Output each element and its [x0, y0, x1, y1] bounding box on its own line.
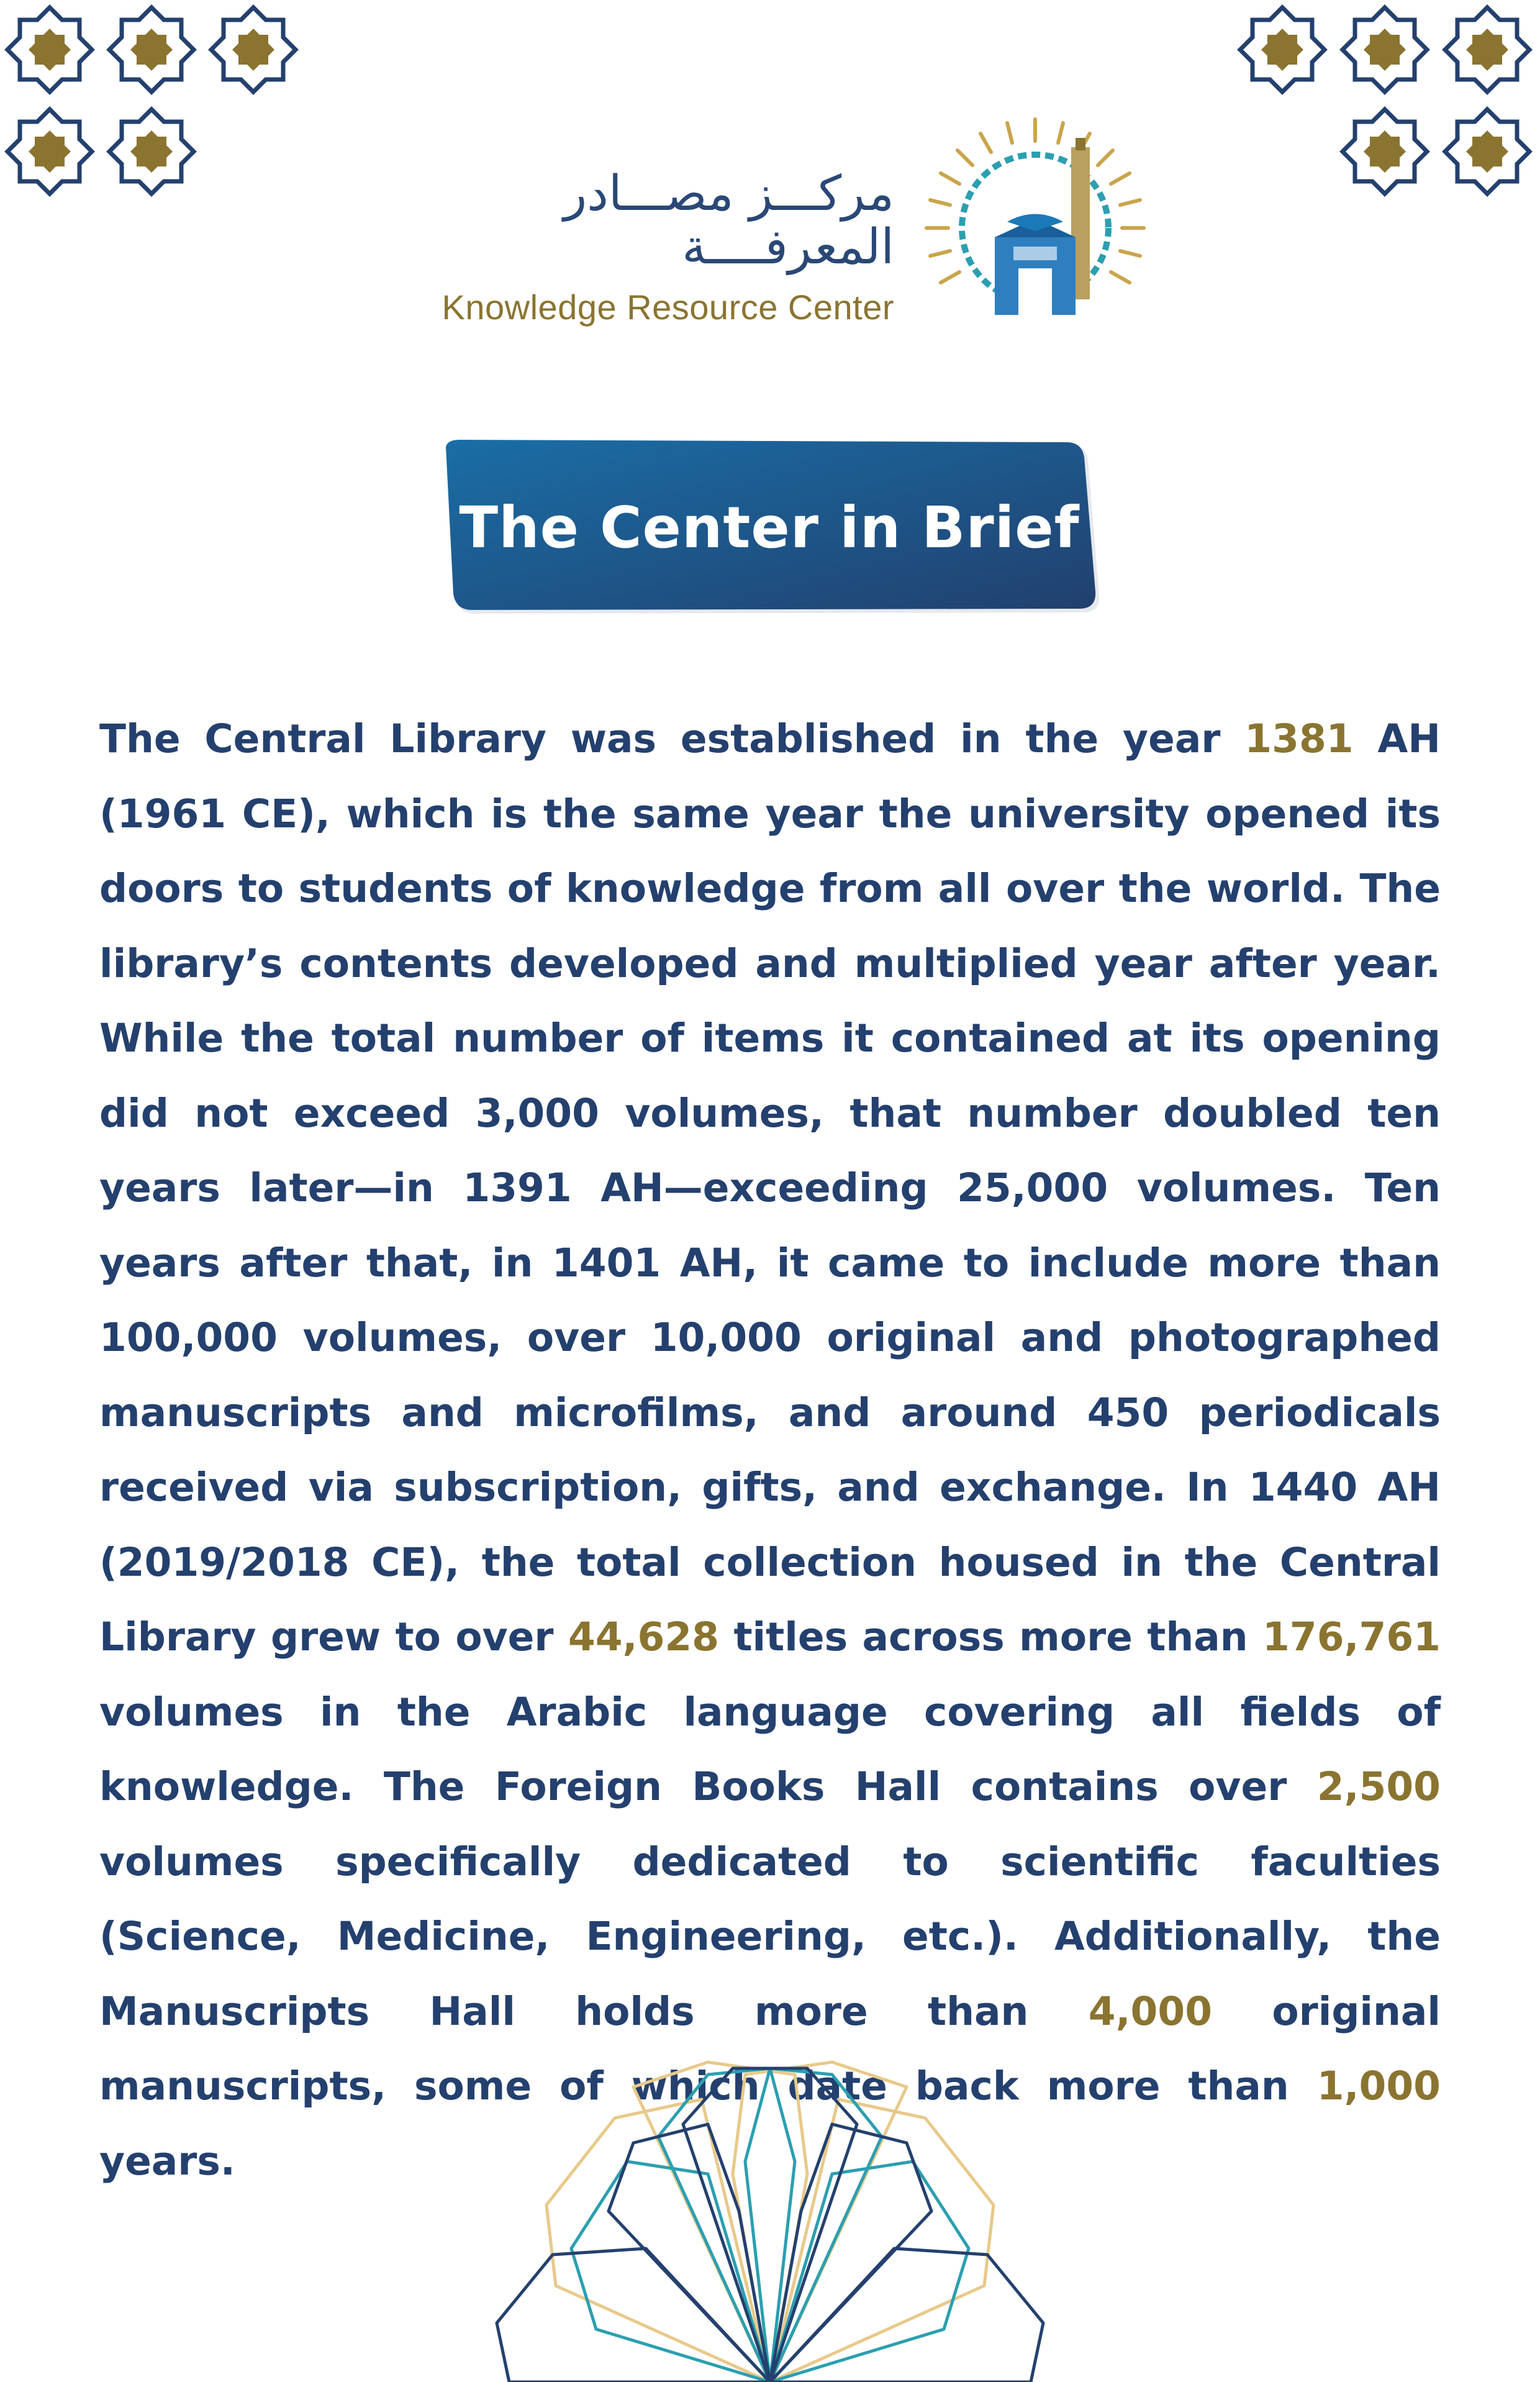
highlight-foreign-volumes: 2,500: [1316, 1764, 1441, 1809]
highlight-years: 1,000: [1316, 2063, 1441, 2109]
university-emblem-icon: [920, 113, 1150, 343]
banner-title: The Center in Brief: [459, 494, 1080, 561]
highlight-year: 1381: [1244, 716, 1354, 761]
english-center-name: Knowledge Resource Center: [442, 287, 894, 327]
highlight-titles: 44,628: [568, 1614, 720, 1660]
arabic-center-name: مركـــز مصـــادر المعرفــــة: [563, 166, 894, 275]
star-pattern-top-left-icon: [0, 0, 310, 205]
description-text: volumes specifically dedicated to scientific faculties (Science, Medicine, Engineering, etc.). Additionally, the Manuscripts Hall holds more than: [99, 1839, 1441, 2034]
star-pattern-top-right-icon: [1223, 0, 1540, 205]
description-text: years.: [99, 2138, 235, 2184]
highlight-manuscripts: 4,000: [1088, 1988, 1213, 2034]
highlight-volumes: 176,761: [1262, 1614, 1441, 1660]
center-description: [99, 702, 1441, 2199]
description-text: AH (1961 CE), which is the same year the university opened its doors to students of knowledge from all over the world. The library’s contents developed and multiplied year after year. While the total number of items it contained at its opening did not exceed 3,000 volumes, that number doubled ten years later—in 1391 AH—exceeding 25,000 volumes. Ten years after that, in 1401 AH, it came to include more than 100,000 volumes, over 10,000 original and photographed manuscripts and microfilms, and around 450 periodicals received via subscription, gifts, and exchange. In 1440 AH (2019/2018 CE), the total collection housed in the Central Library grew to over: [99, 716, 1441, 1660]
section-banner: [437, 439, 1102, 616]
description-text: titles across more than: [719, 1614, 1263, 1660]
center-name-block: [385, 168, 894, 327]
description-text: volumes in the Arabic language covering all fields of knowledge. The Foreign Books Hall contains over: [99, 1689, 1441, 1809]
description-text: The Central Library was established in the year: [99, 716, 1245, 761]
description-text: original manuscripts, some of which date back more than: [99, 1988, 1441, 2109]
geometric-fan-ornament-icon: [447, 2050, 1093, 2382]
